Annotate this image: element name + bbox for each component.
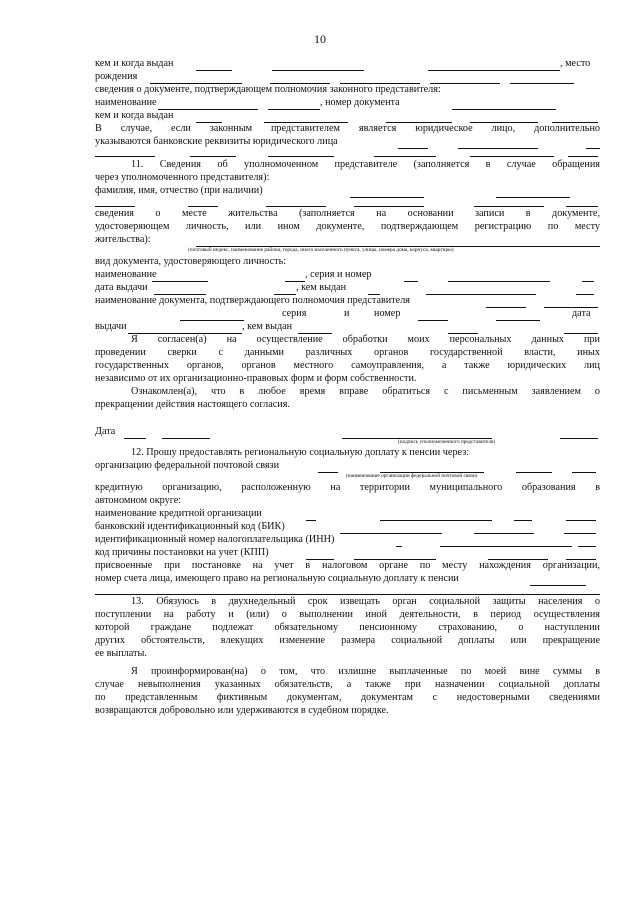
section-13-title: 13. Обязуюсь в двухнедельный срок извещать орган социальной защиты населения о	[131, 596, 600, 607]
doc-inline: , кем выдан	[242, 321, 293, 332]
consent-line: проведении сверки с данными различных органов государственной власти, иных	[95, 347, 600, 358]
doc-line: наименование документа, подтверждающего полномочия представителя	[95, 295, 410, 306]
doc-line: организацию федеральной почтовой связи	[95, 460, 280, 471]
doc-line: поступлении на работу и (или) о выполнении иной деятельности, в период осуществления	[95, 609, 600, 620]
doc-inline: , кем выдан	[296, 282, 347, 293]
doc-line: присвоенные при постановке на учет в налоговом органе по месту нахождения организации,	[95, 560, 600, 571]
doc-line: кем и когда выдан	[95, 110, 174, 121]
section-11-title: 11. Сведения об уполномоченном представителе (заполняется в случае обращения	[131, 159, 600, 170]
doc-line: банковский идентификационный код (БИК)	[95, 521, 285, 532]
doc-line: которой граждане подлежат обязательному пенсионному страхованию, о наступлении	[95, 622, 600, 633]
doc-inline: , серия и номер	[305, 269, 372, 280]
doc-line: наименование	[95, 97, 157, 108]
date-label: Дата	[95, 426, 116, 437]
doc-inline: , номер документа	[320, 97, 400, 108]
doc-line: указываются банковские реквизиты юридического лица	[95, 136, 338, 147]
consent-line: прекращении действия настоящего согласия.	[95, 399, 290, 410]
consent-line: независимо от их организационно-правовых форм и форм собственности.	[95, 373, 417, 384]
doc-inline: номер	[374, 308, 401, 319]
address-caption: (почтовый индекс, наименование района, города, иного населенного пункта, улицы, номера дома, корпуса, квартиры)	[188, 247, 454, 253]
doc-line: возвращаются добровольно или удерживаются в судебном порядке.	[95, 705, 389, 716]
doc-line: Я проинформирован(на) о том, что излишне выплаченные по моей вине суммы в	[131, 666, 600, 677]
consent-line: Ознакомлен(а), что в любое время вправе обратиться с письменным заявлением о	[131, 386, 600, 397]
consent-line: государственных органов, органов местного самоуправления, а также юридических лиц	[95, 360, 600, 371]
doc-line: через уполномоченного представителя):	[95, 172, 270, 183]
doc-line: сведения о месте жительства (заполняется на основании записи в документе,	[95, 208, 600, 219]
doc-line: других обстоятельств, влекущих изменение размера социальной доплаты или прекращение	[95, 635, 600, 646]
doc-line: кем и когда выдан	[95, 58, 174, 69]
doc-line: номер счета лица, имеющего право на региональную социальную доплату к пенсии	[95, 573, 459, 584]
post-caption: (наименование организации федеральной почтовой связи)	[346, 473, 478, 479]
doc-inline: дата	[572, 308, 591, 319]
doc-inline: , место	[560, 58, 591, 69]
page-number: 10	[314, 32, 326, 46]
doc-line: случае невыполнения указанных обязательств, а также при назначении социальной доплаты	[95, 679, 600, 690]
doc-line: сведения о документе, подтверждающем полномочия законного представителя:	[95, 84, 441, 95]
doc-line: выдачи	[95, 321, 127, 332]
doc-line: вид документа, удостоверяющего личность:	[95, 256, 287, 267]
consent-line: Я согласен(а) на осуществление обработки моих персональных данных при	[131, 334, 600, 345]
signature-caption: (подпись уполномоченного представителя)	[398, 439, 496, 445]
doc-line: удостоверяющем личность, или ином документе, подтверждающем регистрацию по месту	[95, 221, 600, 232]
doc-line: фамилия, имя, отчество (при наличии)	[95, 185, 263, 196]
doc-line: автономном округе:	[95, 495, 182, 506]
doc-line: наименование кредитной организации	[95, 508, 262, 519]
doc-line: наименование	[95, 269, 157, 280]
doc-inline: и	[344, 308, 350, 319]
doc-line: идентификационный номер налогоплательщика (ИНН)	[95, 534, 335, 545]
doc-line: рождения	[95, 71, 138, 82]
doc-line: жительства):	[95, 234, 151, 245]
doc-line: В случае, если законным представителем является юридическое лицо, дополнительно	[95, 123, 600, 134]
doc-inline: серия	[282, 308, 307, 319]
doc-line: код причины постановки на учет (КПП)	[95, 547, 269, 558]
doc-line: кредитную организацию, расположенную на территории муниципального образования в	[95, 482, 600, 493]
doc-line: дата выдачи	[95, 282, 148, 293]
section-12-title: 12. Прошу предоставлять региональную социальную доплату к пенсии через:	[131, 447, 470, 458]
doc-line: по представленным фиктивным документам, документам с недостоверными сведениями	[95, 692, 600, 703]
doc-line: ее выплаты.	[95, 648, 147, 659]
